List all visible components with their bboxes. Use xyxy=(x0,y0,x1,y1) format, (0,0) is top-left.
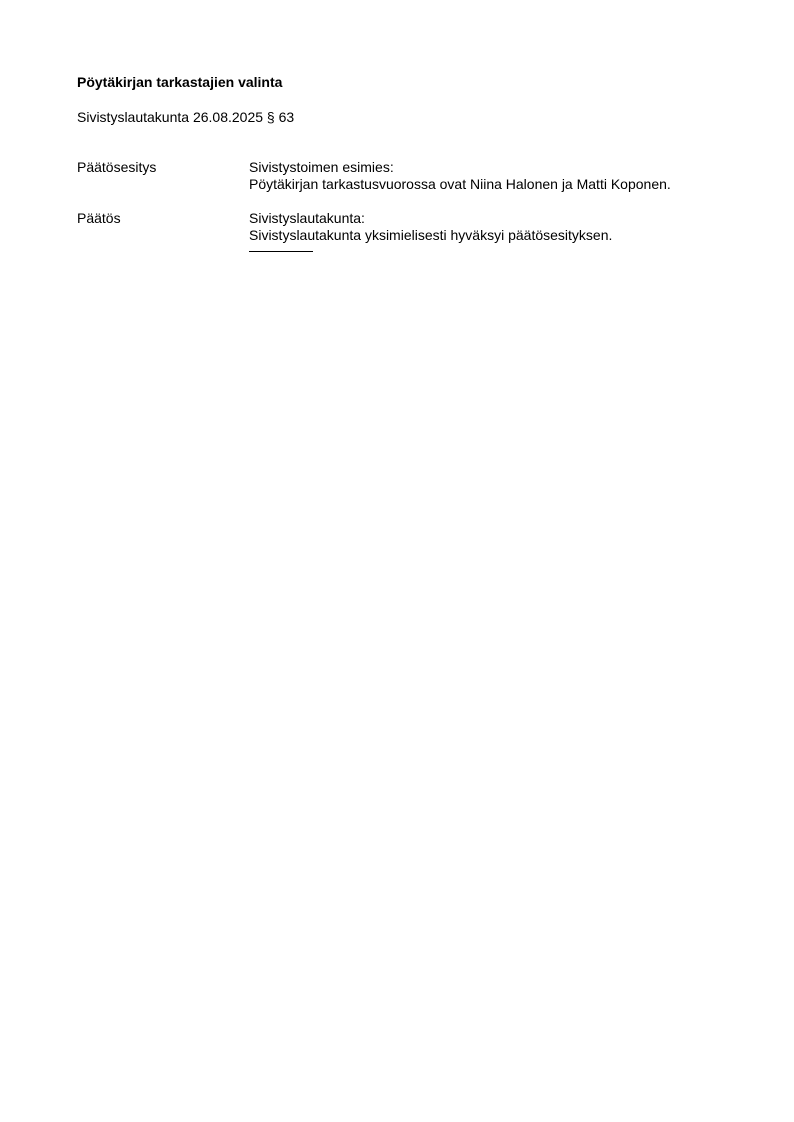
decision-label: Päätös xyxy=(77,210,121,226)
proposal-label: Päätösesitys xyxy=(77,159,157,175)
decision-text: Sivistyslautakunta yksimielisesti hyväksyi päätösesityksen. xyxy=(249,227,613,243)
proposal-text: Pöytäkirjan tarkastusvuorossa ovat Niina Halonen ja Matti Koponen. xyxy=(249,176,671,192)
proposal-author: Sivistystoimen esimies: xyxy=(249,159,394,175)
meeting-reference: Sivistyslautakunta 26.08.2025 § 63 xyxy=(77,109,295,125)
decision-body: Sivistyslautakunta: xyxy=(249,210,365,226)
document-title: Pöytäkirjan tarkastajien valinta xyxy=(77,74,283,90)
decision-content xyxy=(249,210,729,252)
closing-rule xyxy=(249,251,313,252)
proposal-content xyxy=(249,159,729,193)
